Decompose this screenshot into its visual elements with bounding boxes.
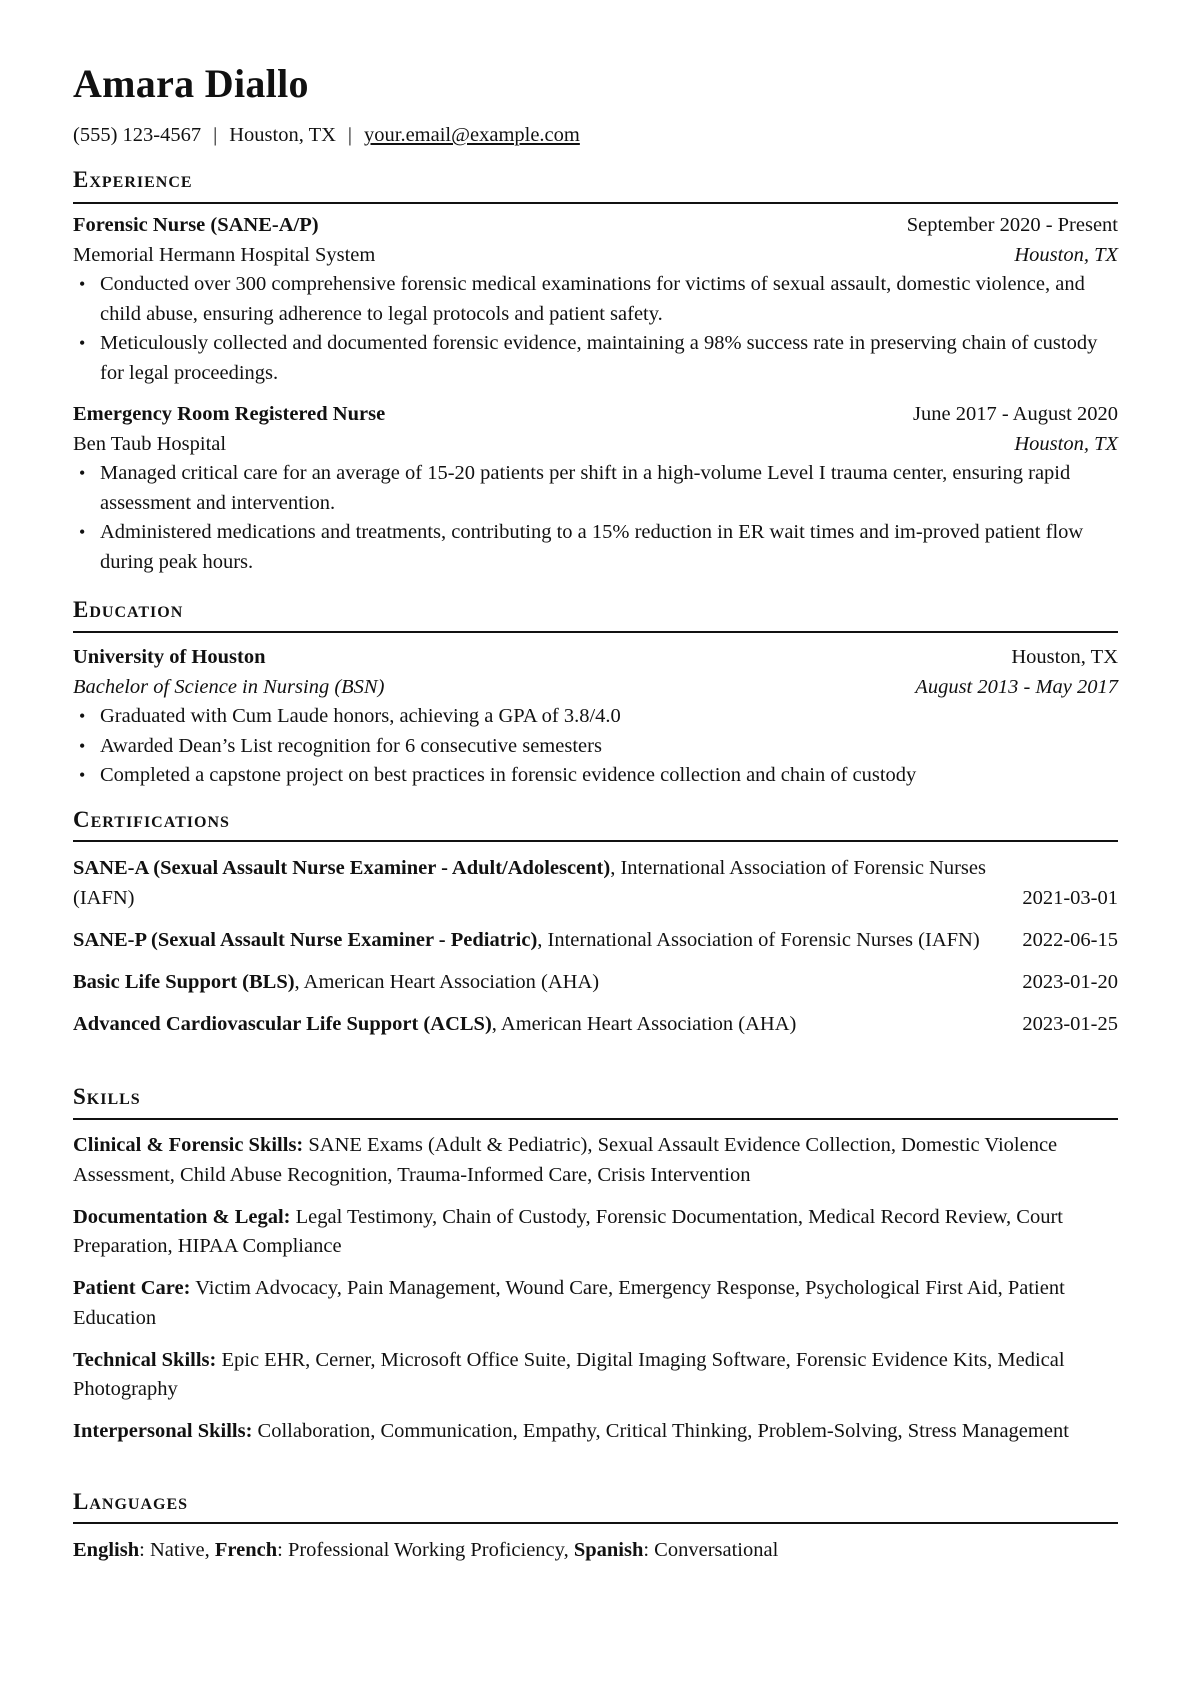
job-location: Houston, TX <box>1014 432 1118 455</box>
certification-date: 2021-03-01 <box>1022 886 1118 909</box>
education-entry <box>73 643 1118 791</box>
language-name: French <box>214 1539 278 1561</box>
separator: | <box>213 124 218 146</box>
education-dates: August 2013 - May 2017 <box>915 675 1118 698</box>
certification-date: 2023-01-20 <box>1022 970 1118 993</box>
section-heading-skills: Skills <box>73 1084 141 1109</box>
certification-name: SANE-P (Sexual Assault Nurse Examiner - Pediatric) <box>73 928 538 951</box>
certification-issuer: International Association of Forensic Nurses (IAFN) <box>73 857 986 909</box>
separator: | <box>347 124 353 146</box>
job-title: Emergency Room Registered Nurse <box>73 403 386 425</box>
section-heading-education: Education <box>73 597 184 622</box>
job-dates: September 2020 - Present <box>906 214 1118 236</box>
employer: Ben Taub Hospital <box>73 432 227 455</box>
certification-issuer: American Heart Association (AHA) <box>303 970 600 993</box>
languages-line: English: Native, French: Professional Working Proficiency, Spanish: Conversational <box>73 1539 779 1561</box>
section-heading-certifications: Certifications <box>73 807 230 832</box>
section-rule <box>73 202 1118 204</box>
skill-group-items: Epic EHR, Cerner, Microsoft Office Suite, Digital Imaging Software, Forensic Evidence Kits, Medical Photography <box>73 1348 1065 1400</box>
job-entry <box>73 211 1118 388</box>
skill-group-label: Interpersonal Skills: <box>73 1420 253 1442</box>
bullet-item: • Graduated with Cum Laude honors, achieving a GPA of 3.8/4.0 <box>73 702 1118 732</box>
skill-group <box>73 1417 1118 1447</box>
certification-date: 2022-06-15 <box>1022 928 1118 951</box>
skill-group <box>73 1346 1118 1405</box>
certification-item: SANE-P (Sexual Assault Nurse Examiner - Pediatric), International Association of Forensic Nurses (IAFN) 2022-06-15 <box>73 926 1118 956</box>
section-heading-languages: Languages <box>73 1489 189 1514</box>
section-rule <box>73 1118 1118 1120</box>
section-rule <box>73 1522 1118 1524</box>
certification-name: Advanced Cardiovascular Life Support (ACLS) <box>73 1012 492 1035</box>
section-heading-experience: Experience <box>73 167 193 192</box>
skill-group-items: SANE Exams (Adult & Pediatric), Sexual Assault Evidence Collection, Domestic Violence Assessment, Child Abuse Recognition, Trauma-Informed Care, Crisis Intervention <box>73 1134 1058 1186</box>
certification-issuer: American Heart Association (AHA) <box>500 1012 797 1035</box>
location: Houston, TX <box>229 124 336 146</box>
language-level: Native <box>149 1539 205 1561</box>
job-entry <box>73 400 1118 577</box>
skill-group-label: Documentation & Legal: <box>73 1205 291 1228</box>
bullet-item: • Managed critical care for an average of 15-20 patients per shift in a high-volume Level I trauma center, ensuring rapid assessment and intervention. <box>73 459 1118 518</box>
degree: Bachelor of Science in Nursing (BSN) <box>73 675 385 698</box>
email-link[interactable]: your.email@example.com <box>364 124 580 146</box>
school-name: University of Houston <box>73 646 266 668</box>
certification-name: SANE-A (Sexual Assault Nurse Examiner - Adult/Adolescent) <box>73 857 611 879</box>
certification-name: Basic Life Support (BLS) <box>73 970 295 993</box>
bullet-item: • Meticulously collected and documented forensic evidence, maintaining a 98% success rate in preserving chain of custody for legal proceedings. <box>73 329 1118 388</box>
certification-item: Basic Life Support (BLS), American Heart Association (AHA) 2023-01-20 <box>73 968 1118 998</box>
certification-item: SANE-A (Sexual Assault Nurse Examiner - Adult/Adolescent), International Association of Forensic Nurses (IAFN) 2021-03-01 <box>73 854 1118 913</box>
certification-issuer: International Association of Forensic Nurses (IAFN) <box>547 928 980 951</box>
skill-group <box>73 1131 1118 1190</box>
skills-list <box>73 1131 1118 1459</box>
job-dates: June 2017 - August 2020 <box>913 403 1118 425</box>
certification-item: Advanced Cardiovascular Life Support (ACLS), American Heart Association (AHA) 2023-01-25 <box>73 1010 1118 1040</box>
language-level: Conversational <box>654 1539 779 1561</box>
language-level: Professional Working Proficiency <box>287 1539 564 1561</box>
job-location: Houston, TX <box>1014 243 1118 266</box>
school-location: Houston, TX <box>1011 646 1118 668</box>
skill-group-items: Victim Advocacy, Pain Management, Wound Care, Emergency Response, Psychological First Aid, Patient Education <box>73 1277 1065 1329</box>
skill-group-items: Collaboration, Communication, Empathy, Critical Thinking, Problem-Solving, Stress Management <box>257 1420 1069 1442</box>
skill-group-label: Patient Care: <box>73 1277 191 1299</box>
skill-group-label: Technical Skills: <box>73 1348 217 1371</box>
bullet-item: • Administered medications and treatments, contributing to a 15% reduction in ER wait times and im-proved patient flow during peak hours. <box>73 518 1118 577</box>
skill-group <box>73 1274 1118 1333</box>
candidate-name: Amara Diallo <box>73 61 309 106</box>
contact-line <box>73 123 1118 147</box>
language-name: English <box>73 1539 140 1561</box>
language-name: Spanish <box>573 1539 644 1561</box>
section-rule <box>73 840 1118 842</box>
skill-group <box>73 1203 1118 1262</box>
skill-group-items: Legal Testimony, Chain of Custody, Forensic Documentation, Medical Record Review, Court Preparation, HIPAA Compliance <box>73 1205 1063 1257</box>
certification-date: 2023-01-25 <box>1022 1012 1118 1035</box>
employer: Memorial Hermann Hospital System <box>73 243 376 266</box>
certifications-list <box>73 854 1118 1052</box>
bullet-item: • Conducted over 300 comprehensive forensic medical examinations for victims of sexual assault, domestic violence, and child abuse, ensuring adherence to legal protocols and patient safety. <box>73 270 1118 329</box>
skill-group-label: Clinical & Forensic Skills: <box>73 1134 304 1156</box>
phone: (555) 123-4567 <box>73 124 202 146</box>
bullet-item: • Awarded Dean’s List recognition for 6 consecutive semesters <box>73 732 1118 762</box>
job-bullets <box>73 270 1118 388</box>
bullet-item: • Completed a capstone project on best practices in forensic evidence collection and chain of custody <box>73 761 1118 791</box>
job-bullets <box>73 459 1118 577</box>
education-bullets <box>73 702 1118 791</box>
job-title: Forensic Nurse (SANE-A/P) <box>73 214 319 236</box>
section-rule <box>73 631 1118 633</box>
